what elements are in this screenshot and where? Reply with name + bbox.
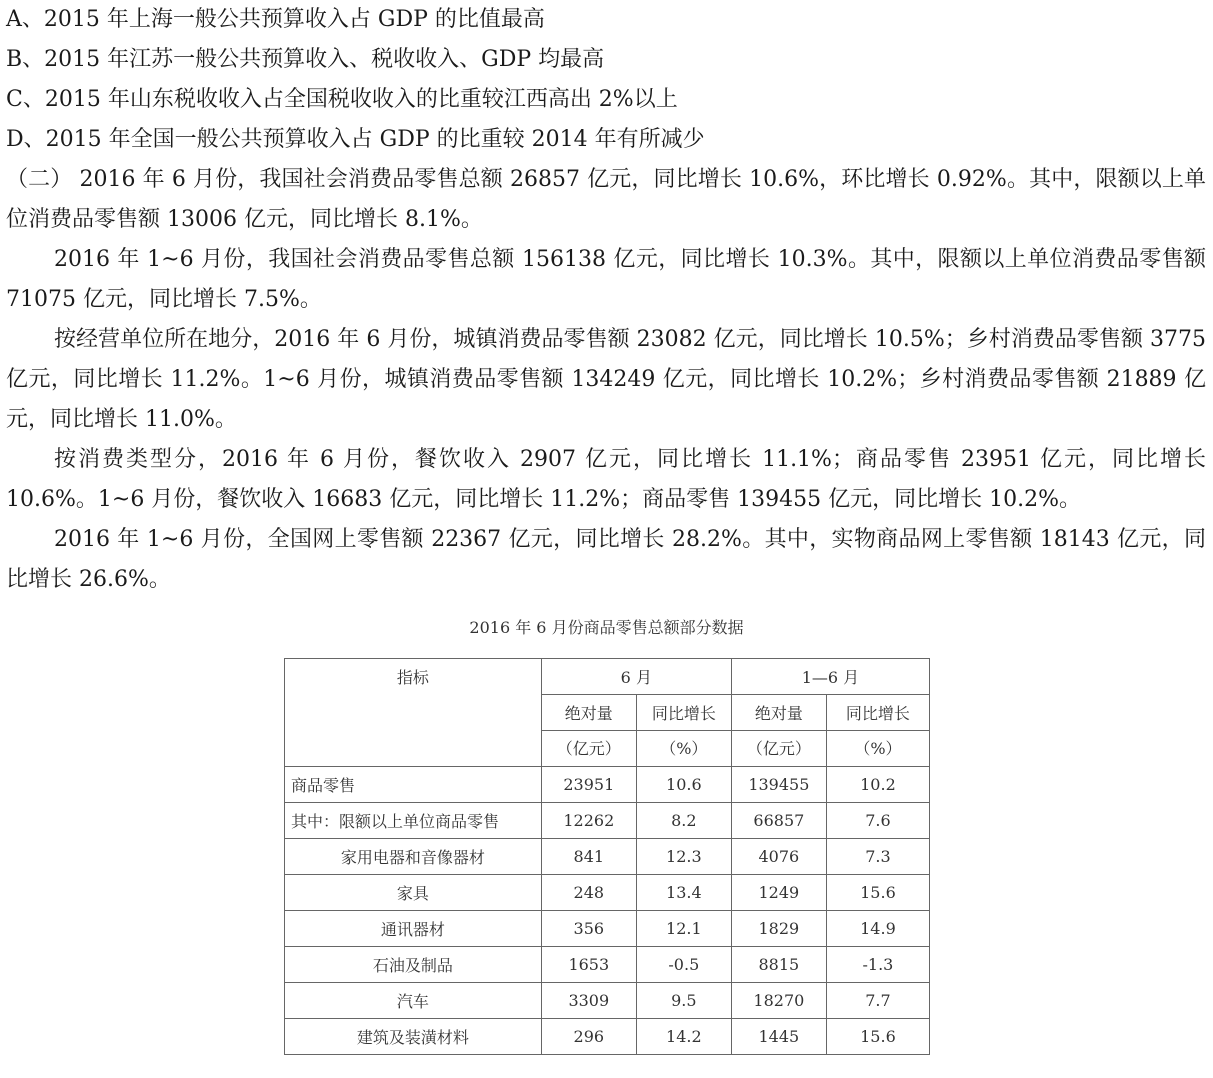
row-ytd-yoy: 7.6 bbox=[826, 803, 929, 839]
row-june-abs: 841 bbox=[541, 839, 636, 875]
paragraph-online: 2016 年 1~6 月份，全国网上零售额 22367 亿元，同比增长 28.2%。其中，实物商品网上零售额 18143 亿元，同比增长 26.6%。 bbox=[6, 527, 1206, 592]
retail-data-table bbox=[284, 658, 930, 1055]
row-indicator-name: 商品零售 bbox=[285, 767, 542, 803]
option-c: C、2015 年山东税收收入占全国税收收入的比重较江西高出 2%以上 bbox=[6, 87, 678, 112]
row-june-yoy: 12.3 bbox=[636, 839, 731, 875]
row-june-yoy: 12.1 bbox=[636, 911, 731, 947]
header-ytd-yoy-unit: （%） bbox=[826, 731, 929, 767]
paragraph-half-year: 2016 年 1~6 月份，我国社会消费品零售总额 156138 亿元，同比增长 10.3%。其中，限额以上单位消费品零售额 71075 亿元，同比增长 7.5%。 bbox=[6, 247, 1206, 312]
row-june-abs: 23951 bbox=[541, 767, 636, 803]
table-row bbox=[285, 803, 930, 839]
row-ytd-yoy: 10.2 bbox=[826, 767, 929, 803]
row-ytd-abs: 1249 bbox=[731, 875, 826, 911]
row-indicator-name: 建筑及装潢材料 bbox=[285, 1019, 542, 1055]
row-indicator-name: 通讯器材 bbox=[285, 911, 542, 947]
table-row bbox=[285, 947, 930, 983]
row-june-yoy: 9.5 bbox=[636, 983, 731, 1019]
header-june-yoy: 同比增长 bbox=[636, 695, 731, 731]
header-june-yoy-unit: （%） bbox=[636, 731, 731, 767]
row-june-yoy: 8.2 bbox=[636, 803, 731, 839]
paragraph-by-type: 按消费类型分，2016 年 6 月份，餐饮收入 2907 亿元，同比增长 11.1%；商品零售 23951 亿元，同比增长 10.6%。1~6 月份，餐饮收入 16683 亿元，同比增长 11.2%；商品零售 139455 亿元，同比增长 10.2%。 bbox=[6, 447, 1206, 512]
document-body bbox=[6, 0, 1206, 600]
row-ytd-yoy: 15.6 bbox=[826, 875, 929, 911]
table-row bbox=[285, 767, 930, 803]
row-ytd-abs: 1445 bbox=[731, 1019, 826, 1055]
header-jan-jun: 1—6 月 bbox=[731, 659, 929, 695]
header-june-abs-unit: （亿元） bbox=[541, 731, 636, 767]
row-june-yoy: 10.6 bbox=[636, 767, 731, 803]
header-june-abs: 绝对量 bbox=[541, 695, 636, 731]
row-indicator-name: 汽车 bbox=[285, 983, 542, 1019]
row-june-yoy: 14.2 bbox=[636, 1019, 731, 1055]
row-ytd-yoy: 14.9 bbox=[826, 911, 929, 947]
row-ytd-abs: 18270 bbox=[731, 983, 826, 1019]
row-indicator-name: 家具 bbox=[285, 875, 542, 911]
header-june: 6 月 bbox=[541, 659, 731, 695]
header-ytd-abs: 绝对量 bbox=[731, 695, 826, 731]
row-june-abs: 1653 bbox=[541, 947, 636, 983]
row-ytd-yoy: 7.3 bbox=[826, 839, 929, 875]
row-ytd-yoy: -1.3 bbox=[826, 947, 929, 983]
row-ytd-abs: 66857 bbox=[731, 803, 826, 839]
row-june-yoy: -0.5 bbox=[636, 947, 731, 983]
paragraph-intro: （二） 2016 年 6 月份，我国社会消费品零售总额 26857 亿元，同比增长 10.6%，环比增长 0.92%。其中，限额以上单位消费品零售额 13006 亿元，同比增长 8.1%。 bbox=[6, 167, 1206, 232]
table-header-row-1 bbox=[285, 659, 930, 695]
table-row bbox=[285, 911, 930, 947]
header-ytd-yoy: 同比增长 bbox=[826, 695, 929, 731]
table-row bbox=[285, 983, 930, 1019]
header-indicator: 指标 bbox=[285, 659, 542, 767]
row-june-abs: 356 bbox=[541, 911, 636, 947]
row-ytd-abs: 8815 bbox=[731, 947, 826, 983]
table-row bbox=[285, 839, 930, 875]
paragraph-by-location: 按经营单位所在地分，2016 年 6 月份，城镇消费品零售额 23082 亿元，同比增长 10.5%；乡村消费品零售额 3775 亿元，同比增长 11.2%。1~6 月份，城镇消费品零售额 134249 亿元，同比增长 10.2%；乡村消费品零售额 21889 亿元，同比增长 11.0%。 bbox=[6, 327, 1206, 432]
row-indicator-name: 家用电器和音像器材 bbox=[285, 839, 542, 875]
option-d: D、2015 年全国一般公共预算收入占 GDP 的比重较 2014 年有所减少 bbox=[6, 127, 705, 152]
option-a: A、2015 年上海一般公共预算收入占 GDP 的比值最高 bbox=[6, 7, 545, 32]
row-june-abs: 12262 bbox=[541, 803, 636, 839]
row-ytd-abs: 139455 bbox=[731, 767, 826, 803]
row-ytd-yoy: 7.7 bbox=[826, 983, 929, 1019]
table-row bbox=[285, 875, 930, 911]
row-ytd-abs: 1829 bbox=[731, 911, 826, 947]
row-june-yoy: 13.4 bbox=[636, 875, 731, 911]
row-ytd-abs: 4076 bbox=[731, 839, 826, 875]
row-indicator-name: 其中：限额以上单位商品零售 bbox=[285, 803, 542, 839]
row-june-abs: 3309 bbox=[541, 983, 636, 1019]
option-b: B、2015 年江苏一般公共预算收入、税收收入、GDP 均最高 bbox=[6, 47, 605, 72]
row-indicator-name: 石油及制品 bbox=[285, 947, 542, 983]
row-june-abs: 296 bbox=[541, 1019, 636, 1055]
row-june-abs: 248 bbox=[541, 875, 636, 911]
table-caption: 2016 年 6 月份商品零售总额部分数据 bbox=[469, 618, 744, 637]
header-ytd-abs-unit: （亿元） bbox=[731, 731, 826, 767]
row-ytd-yoy: 15.6 bbox=[826, 1019, 929, 1055]
table-row bbox=[285, 1019, 930, 1055]
